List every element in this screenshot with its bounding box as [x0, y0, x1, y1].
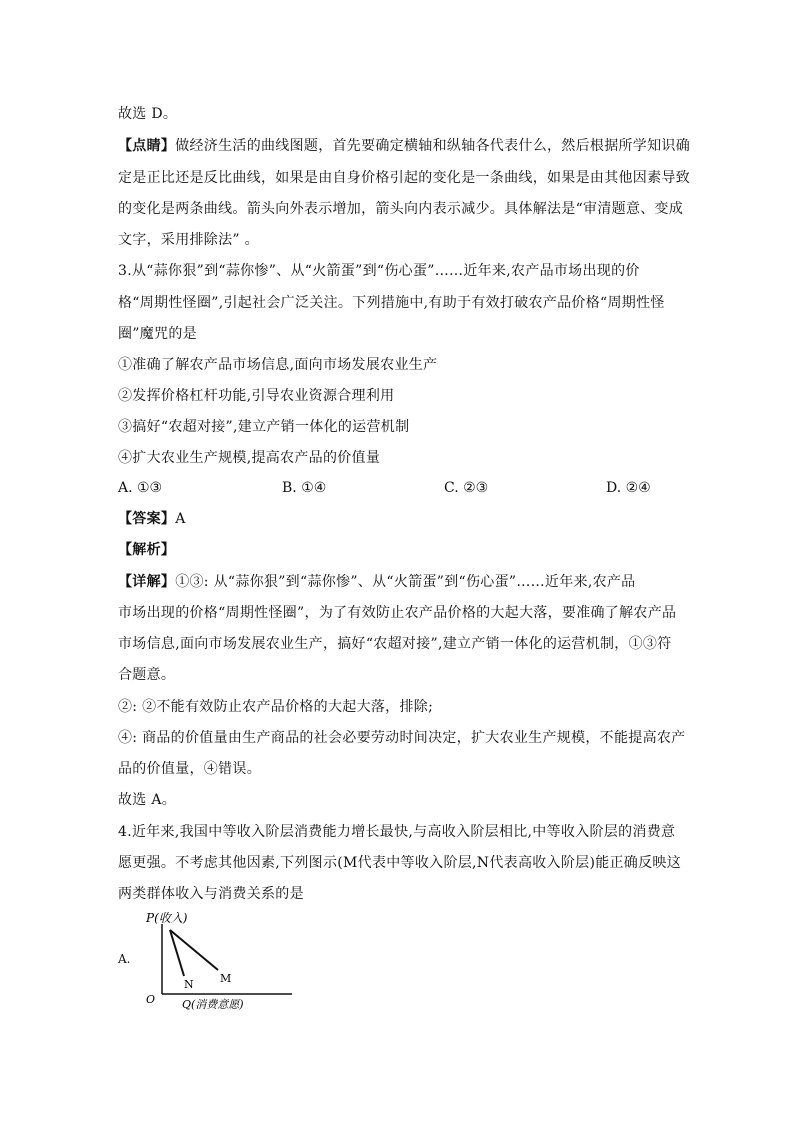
line-n-label: N: [184, 978, 194, 991]
detail-line: 故选 A。: [118, 792, 177, 808]
statement-1: ①准确了解农产品市场信息,面向市场发展农业生产: [118, 357, 438, 373]
option-c: C. ②③: [444, 480, 489, 496]
x-axis-label: Q(消费意愿): [182, 998, 244, 1011]
question-4-line: 两类群体收入与消费关系的是: [118, 886, 304, 902]
question-3-line: 格“周期性怪圈”,引起社会广泛关注。下列措施中,有助于有效打破农产品价格“周期性怪: [118, 295, 665, 311]
question-4-line: 4.近年来,我国中等收入阶层消费能力增长最快,与高收入阶层相比,中等收入阶层的消费意: [118, 824, 676, 840]
detail-line: 品的价值量，④错误。: [118, 761, 261, 777]
option-b: B. ①④: [282, 480, 327, 496]
detail-line: 【详解】①③: 从“蒜你狠”到“蒜你惨”、从“火箭蛋”到“伤心蛋”……近年来,农产品: [118, 574, 636, 590]
analysis-line: [118, 540, 175, 560]
detail-line: 市场信息,面向市场发展农业生产，搞好“农超对接”,建立产销一体化的运营机制，①③符: [118, 636, 672, 652]
option-a: A. ①③: [118, 480, 163, 496]
origin-label: O: [146, 993, 156, 1006]
graph-a: [138, 908, 308, 1013]
detail-line: ④: 商品的价值量由生产商品的社会必要劳动时间决定，扩大农业生产规模，不能提高农产: [118, 730, 686, 746]
question-3-line: 3.从“蒜你狠”到“蒜你惨”、从“火箭蛋”到“伤心蛋”……近年来,农产品市场出现的价: [118, 263, 640, 279]
y-axis-label: P(收入): [146, 911, 188, 925]
graph-option-label: A.: [118, 952, 131, 966]
question-4-line: 愿更强。不考虑其他因素,下列图示(M代表中等收入阶层,N代表高收入阶层)能正确反映这: [118, 855, 682, 871]
text-line: 故选 D。: [118, 106, 178, 122]
dianjing-label: 【点睛】: [118, 138, 176, 154]
line-m: [170, 930, 218, 970]
detail-label: 【详解】: [118, 574, 176, 590]
text-line: 【点睛】做经济生活的曲线图题，首先要确定横轴和纵轴各代表什么，然后根据所学知识确: [118, 138, 691, 154]
detail-line: 市场出现的价格“周期性怪圈”，为了有效防止农产品价格的大起大落，要准确了解农产品: [118, 605, 677, 621]
detail-line: 合题意。: [118, 667, 176, 683]
statement-3: ③搞好“农超对接”,建立产销一体化的运营机制: [118, 419, 410, 435]
line-m-label: M: [220, 972, 232, 985]
answer-line: [118, 509, 186, 529]
text-line: 文字，采用排除法” 。: [118, 232, 259, 248]
answer-value: A: [175, 511, 186, 527]
option-d: D. ②④: [606, 480, 651, 496]
statement-4: ④扩大农业生产规模,提高农产品的价值量: [118, 450, 381, 466]
question-3-line: 圈”魔咒的是: [118, 326, 197, 342]
detail-line: ②: ②不能有效防止农产品价格的大起大落，排除;: [118, 699, 434, 715]
answer-label: 【答案】: [118, 511, 176, 527]
answer-options: [0, 478, 794, 498]
text-line: 的变化是两条曲线。箭头向外表示增加，箭头向内表示减少。具体解法是“审清题意、变成: [118, 201, 684, 217]
text-line: 定是正比还是反比曲线，如果是由自身价格引起的变化是一条曲线，如果是由其他因素导致: [118, 170, 690, 186]
analysis-label: 【解析】: [118, 542, 176, 558]
statement-2: ②发挥价格杠杆功能,引导农业资源合理利用: [118, 388, 395, 404]
